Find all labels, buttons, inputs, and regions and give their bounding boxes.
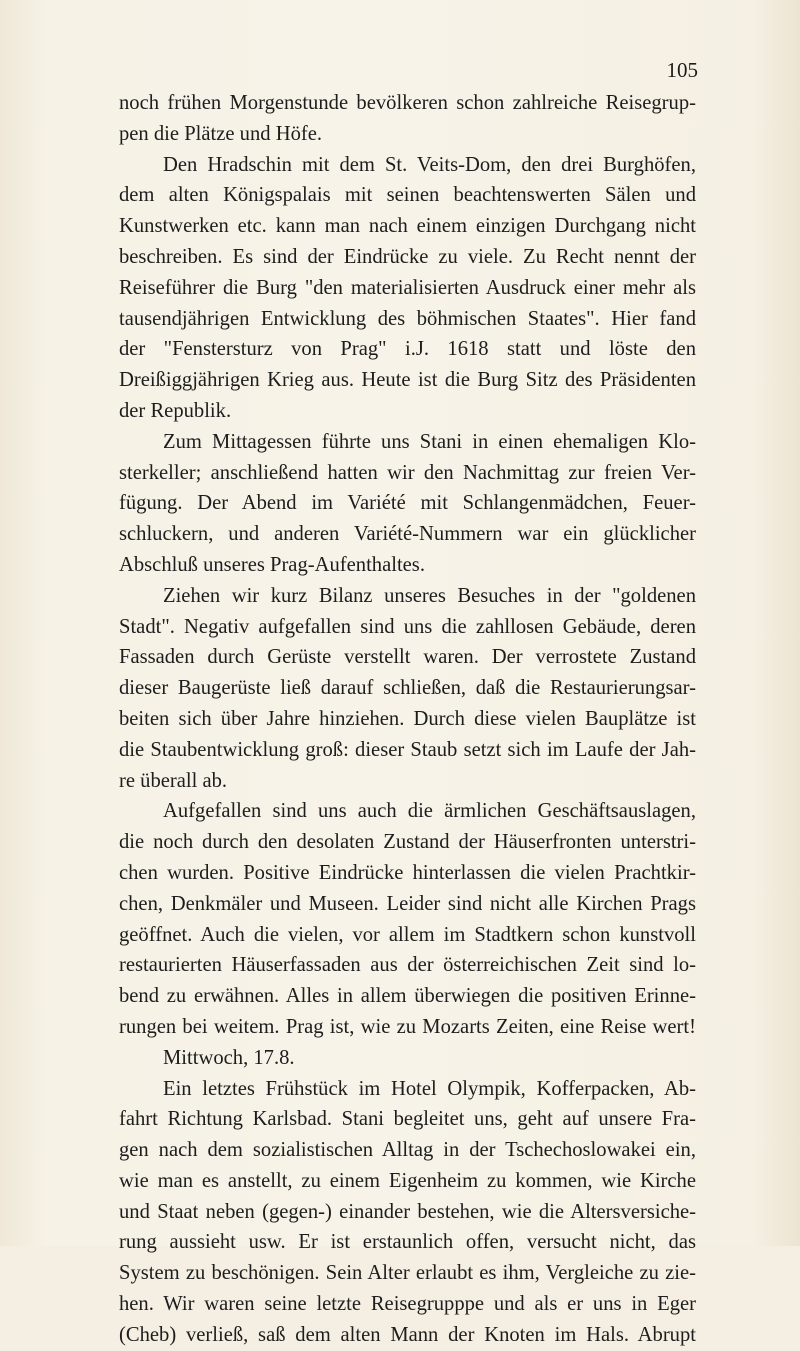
text-line: Kunstwerken etc. kann man nach einem einzigen Durchgang nicht [119,215,696,238]
text-line: dem alten Königspalais mit seinen beachtenswerten Sälen und [119,184,696,207]
text-line: beiten sich über Jahre hinziehen. Durch diese vielen Bauplätze ist [119,707,696,730]
text-line: Reiseführer die Burg "den materialisierten Ausdruck einer mehr als [119,276,696,299]
text-line: restaurierten Häuserfassaden aus der österreichischen Zeit sind lo- [119,954,696,977]
text-line: gen nach dem sozialistischen Alltag in der Tschechoslowakei ein, [119,1139,696,1162]
text-line: Dreißiggjährigen Krieg aus. Heute ist die Burg Sitz des Präsidenten [119,369,696,392]
text-line: und Staat neben (gegen-) einander bestehen, wie die Altersversiche- [119,1200,696,1223]
text-line: chen, Denkmäler und Museen. Leider sind nicht alle Kirchen Prags [119,892,696,915]
text-line: (Cheb) verließ, saß dem alten Mann der Knoten im Hals. Abrupt [119,1323,696,1346]
text-line: wie man es anstellt, zu einem Eigenheim zu kommen, wie Kirche [119,1169,696,1192]
text-line: Zum Mittagessen führte uns Stani in einen ehemaligen Klo- [163,430,696,453]
text-line: Fassaden durch Gerüste verstellt waren. Der verrostete Zustand [119,646,696,669]
text-line: die Staubentwicklung groß: dieser Staub setzt sich im Laufe der Jah- [119,738,696,761]
text-line: fahrt Richtung Karlsbad. Stani begleitet uns, geht auf unsere Fra- [119,1108,696,1131]
text-line: Abschluß unseres Prag-Aufenthaltes. [119,553,425,576]
text-line: hen. Wir waren seine letzte Reisegrupppe und als er uns in Eger [119,1293,696,1316]
text-line: rungen bei weitem. Prag ist, wie zu Mozarts Zeiten, eine Reise wert! [119,1015,696,1038]
text-line: Stadt". Negativ aufgefallen sind uns die zahllosen Gebäude, deren [119,615,696,638]
text-line: re überall ab. [119,769,228,792]
text-line: chen wurden. Positive Eindrücke hinterlassen die vielen Prachtkir- [119,861,696,884]
text-line: Ziehen wir kurz Bilanz unseres Besuches in der "goldenen [163,584,696,607]
text-line: Ein letztes Frühstück im Hotel Olympik, Kofferpacken, Ab- [163,1077,696,1100]
text-line: beschreiben. Es sind der Eindrücke zu viele. Zu Recht nennt der [119,245,696,268]
text-line: tausendjährigen Entwicklung des böhmischen Staates". Hier fand [119,307,696,330]
text-line: fügung. Der Abend im Variété mit Schlangenmädchen, Feuer- [119,492,696,515]
text-line: rung aussieht usw. Er ist erstaunlich offen, versucht nicht, das [119,1231,696,1254]
page-number: 105 [666,58,698,82]
body-text [119,88,696,1351]
text-line: noch frühen Morgenstunde bevölkeren schon zahlreiche Reisegrup- [119,92,696,114]
text-line: dieser Baugerüste ließ darauf schließen, daß die Restaurierungsar- [119,677,696,700]
text-line: System zu beschönigen. Sein Alter erlaubt es ihm, Vergleiche zu zie- [119,1262,696,1285]
text-line: die noch durch den desolaten Zustand der Häuserfronten unterstri- [119,831,696,854]
text-line: der Republik. [119,399,232,422]
text-line: pen die Plätze und Höfe. [119,122,323,145]
text-line: sterkeller; anschließend hatten wir den Nachmittag zur freien Ver- [119,461,696,484]
text-line: Aufgefallen sind uns auch die ärmlichen Geschäftsauslagen, [163,800,696,823]
text-line: schluckern, und anderen Variété-Nummern war ein glücklicher [119,523,696,546]
text-line: der "Fenstersturz von Prag" i.J. 1618 statt und löste den [119,338,696,361]
text-line: bend zu erwähnen. Alles in allem überwiegen die positiven Erinne- [119,985,696,1008]
text-line: geöffnet. Auch die vielen, vor allem im Stadtkern schon kunstvoll [119,923,696,946]
text-line: Mittwoch, 17.8. [163,1046,295,1069]
text-line: Den Hradschin mit dem St. Veits-Dom, den drei Burghöfen, [163,153,696,176]
